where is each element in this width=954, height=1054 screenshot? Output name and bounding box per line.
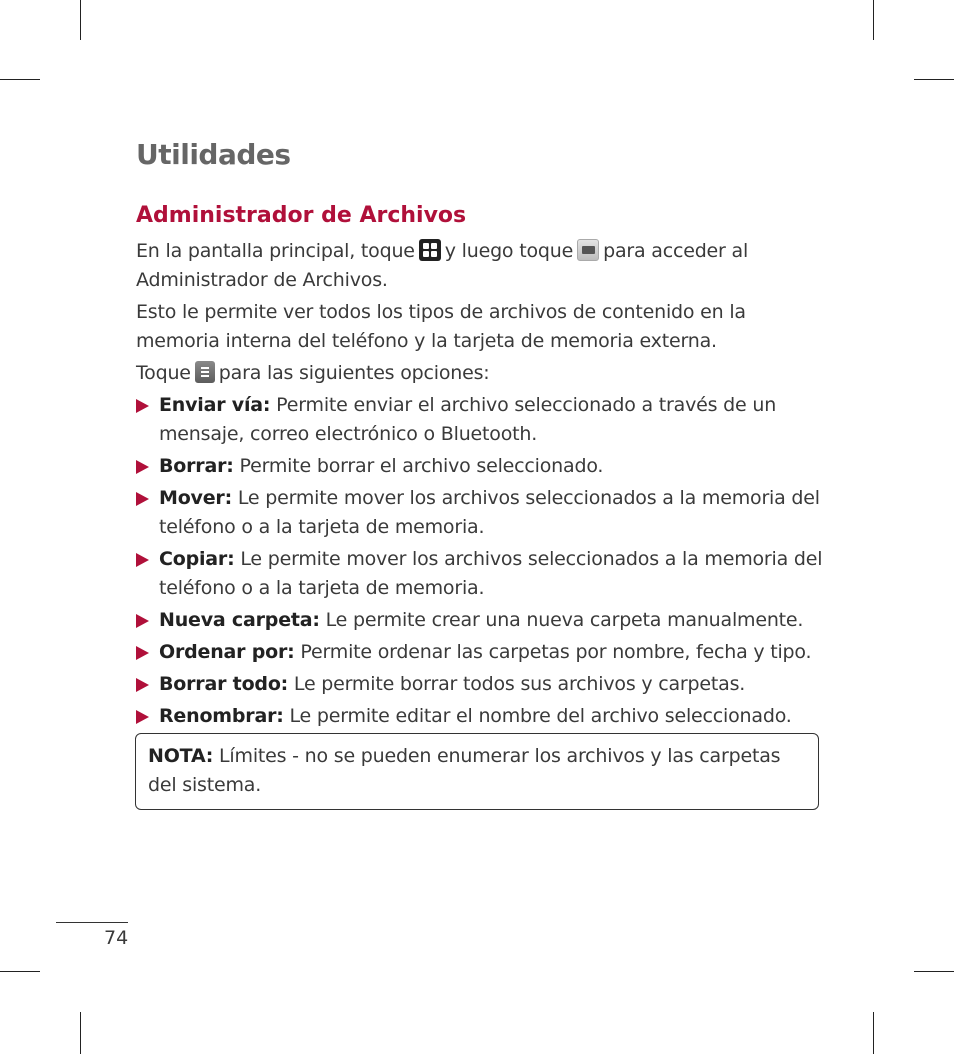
option-desc: Le permite editar el nombre del archivo seleccionado. [289,705,792,727]
triangle-bullet-icon [136,460,149,474]
list-item [136,702,826,731]
option-term: Enviar vía: [159,394,271,416]
crop-mark [914,971,954,972]
list-item [136,391,826,449]
list-item [136,545,826,603]
options-intro-before: Toque [136,362,191,384]
note-box [135,733,819,810]
option-desc: Permite borrar el archivo seleccionado. [239,455,604,477]
triangle-bullet-icon [136,646,149,660]
list-item [136,606,826,635]
option-desc: Permite ordenar las carpetas por nombre, fecha y tipo. [300,641,812,663]
section-title: Administrador de Archivos [136,203,467,228]
crop-mark [0,971,40,972]
page-number: 74 [104,927,129,949]
option-desc: Le permite mover los archivos seleccionados a la memoria del teléfono o a la tarjeta de memoria. [159,487,820,538]
options-list [136,391,826,734]
option-desc: Le permite crear una nueva carpeta manualmente. [325,609,804,631]
option-term: Copiar: [159,548,235,570]
crop-mark [80,1012,81,1054]
crop-mark [873,1012,874,1054]
options-intro-after: para las siguientes opciones: [218,362,490,384]
option-desc: Permite enviar el archivo seleccionado a través de un mensaje, correo electrónico o Bluetooth. [159,394,777,445]
intro-text-middle: y luego toque [444,240,574,262]
note-label: NOTA: [148,745,214,767]
triangle-bullet-icon [136,553,149,567]
list-item [136,670,826,699]
crop-mark [914,79,954,80]
intro-paragraph [136,237,826,295]
crop-mark [0,79,40,80]
options-intro [136,359,826,388]
triangle-bullet-icon [136,678,149,692]
menu-key-icon [195,361,215,383]
option-desc: Le permite mover los archivos seleccionados a la memoria del teléfono o a la tarjeta de memoria. [159,548,823,599]
intro-text-after: para acceder al Administrador de Archivos. [136,240,749,291]
intro-text-before: En la pantalla principal, toque [136,240,415,262]
triangle-bullet-icon [136,614,149,628]
option-term: Borrar: [159,455,234,477]
crop-mark [873,0,874,40]
apps-grid-icon [419,239,441,261]
list-item [136,452,826,481]
option-term: Renombrar: [159,705,284,727]
triangle-bullet-icon [136,492,149,506]
triangle-bullet-icon [136,399,149,413]
description-paragraph: Esto le permite ver todos los tipos de archivos de contenido en la memoria interna del teléfono y la tarjeta de memoria externa. [136,301,746,352]
list-item [136,638,826,667]
option-desc: Le permite borrar todos sus archivos y carpetas. [293,673,746,695]
option-term: Mover: [159,487,233,509]
option-term: Borrar todo: [159,673,289,695]
crop-mark [80,0,81,40]
page-number-rule [56,922,128,923]
note-text: Límites - no se pueden enumerar los archivos y las carpetas del sistema. [148,745,781,796]
list-item [136,484,826,542]
option-term: Nueva carpeta: [159,609,320,631]
option-term: Ordenar por: [159,641,295,663]
triangle-bullet-icon [136,710,149,724]
page-title: Utilidades [136,138,291,171]
file-manager-icon [577,239,599,261]
